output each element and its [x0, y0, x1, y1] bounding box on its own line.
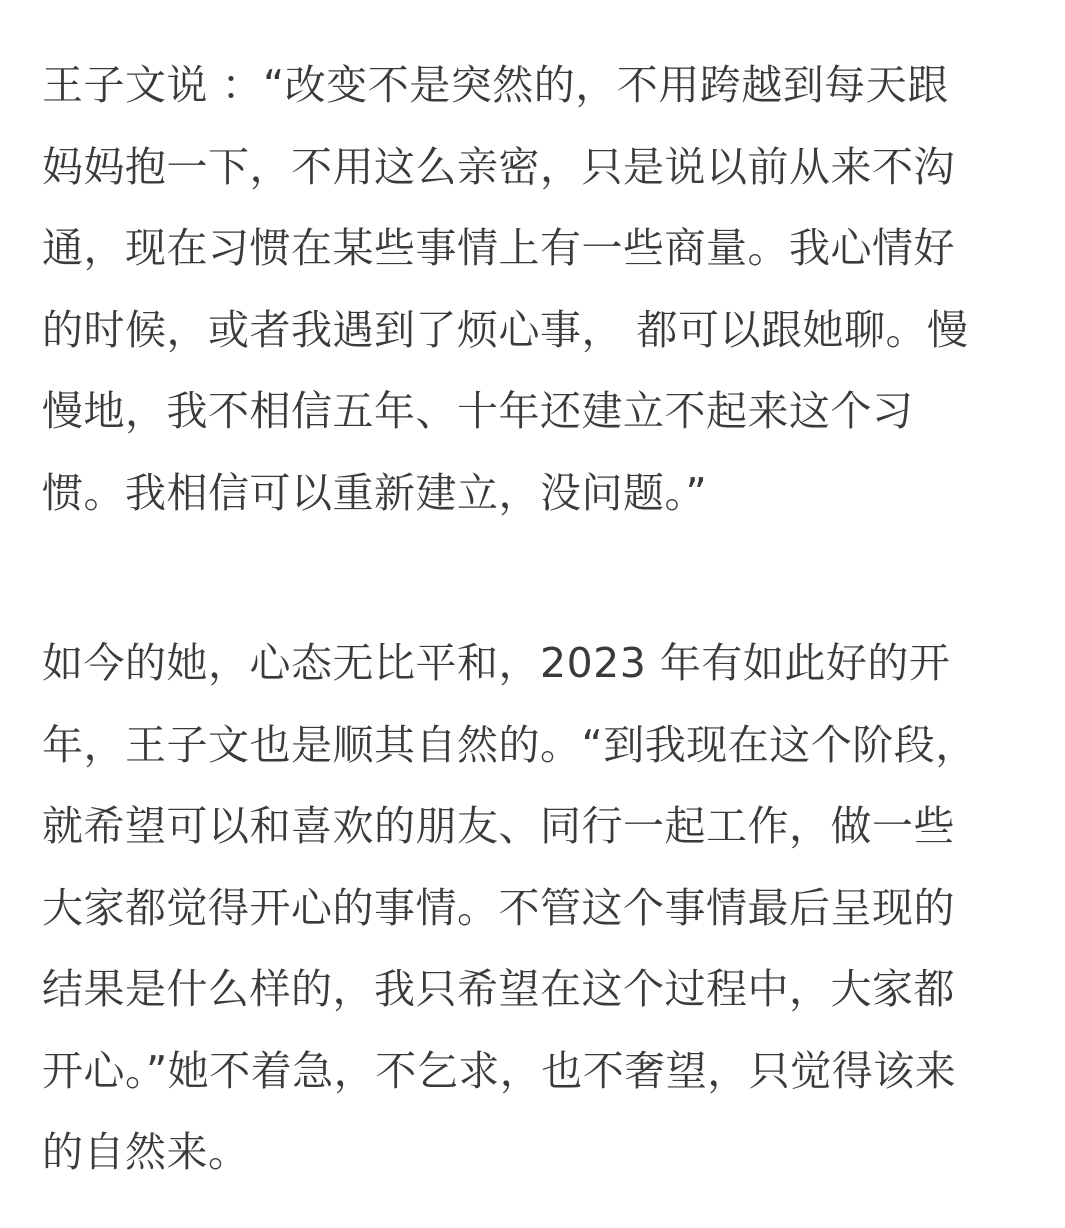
text-line: 通，现在习惯在某些事情上有一些商量。我心情好	[42, 224, 955, 272]
article-body	[42, 45, 1027, 1194]
text-line: 开心。”她不着急，不乞求，也不奢望，只觉得该来	[42, 1046, 957, 1095]
paragraph-present	[42, 623, 1027, 1194]
text-line: 如今的她，心态无比平和，2023 年有如此好的开	[42, 639, 951, 687]
text-line: 结果是什么样的，我只希望在这个过程中，大家都	[42, 965, 955, 1013]
text-line: 的自然来。	[42, 1128, 250, 1176]
paragraph-spacer	[42, 534, 1027, 623]
text-line: 的时候，或者我遇到了烦心事， 都可以跟她聊。慢	[42, 305, 969, 354]
text-line: 惯。我相信可以重新建立，没问题。”	[42, 468, 708, 517]
paragraph-quote	[42, 45, 1027, 534]
text-line: 妈妈抱一下，不用这么亲密，只是说以前从来不沟	[42, 142, 955, 191]
text-line: 年，王子文也是顺其自然的。“到我现在这个阶段，	[42, 720, 977, 769]
text-line: 王子文说 ：“改变不是突然的，不用跨越到每天跟	[42, 61, 949, 109]
text-line: 慢地，我不相信五年、十年还建立不起来这个习	[42, 387, 914, 435]
text-line: 就希望可以和喜欢的朋友、同行一起工作，做一些	[42, 802, 955, 850]
text-line: 大家都觉得开心的事情。不管这个事情最后呈现的	[42, 883, 955, 932]
